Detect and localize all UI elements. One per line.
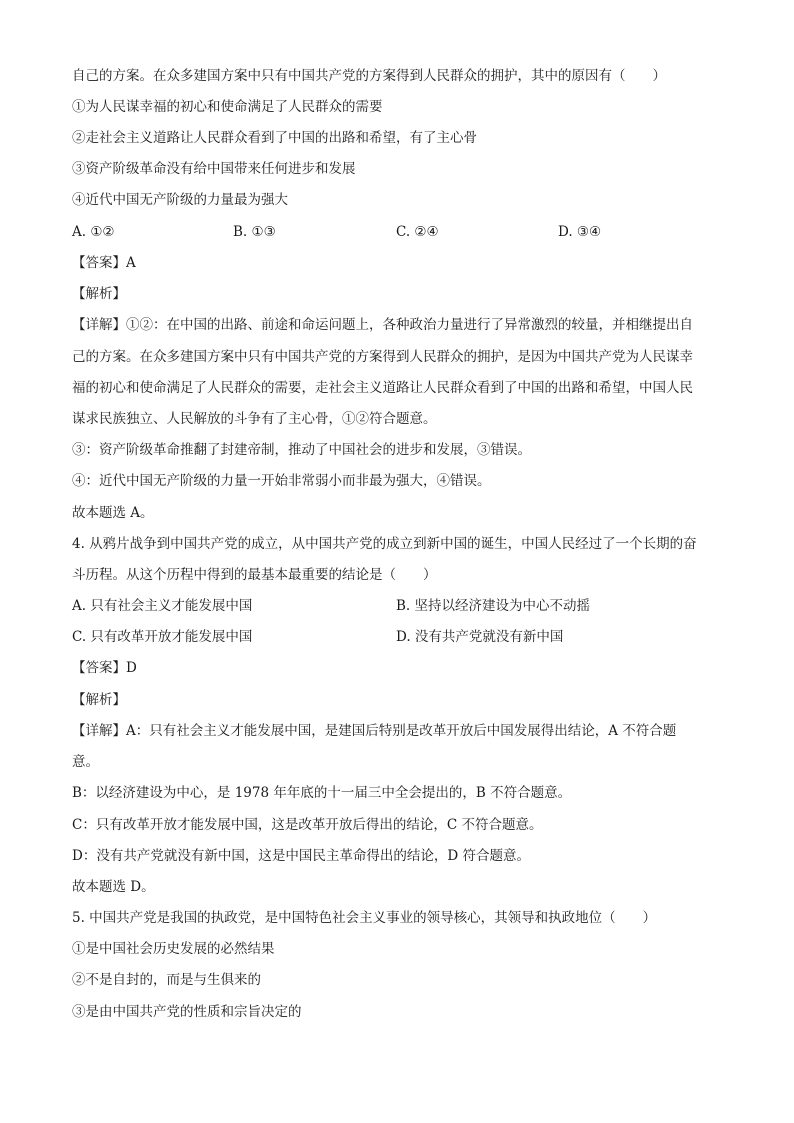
q3-option-b: B. ①③ <box>233 224 276 240</box>
q4-option-d: D. 没有共产党就没有新中国 <box>396 629 564 645</box>
q3-conclusion: 故本题选 A。 <box>72 505 154 521</box>
q4-stem-line: 斗历程。从这个历程中得到的最基本最重要的结论是（ ） <box>72 567 437 583</box>
q3-item-2: ②走社会主义道路让人民群众看到了中国的出路和希望，有了主心骨 <box>72 130 477 146</box>
q3-detail-line: ③：资产阶级革命推翻了封建帝制，推动了中国社会的进步和发展，③错误。 <box>72 442 531 458</box>
q4-conclusion: 故本题选 D。 <box>72 879 155 895</box>
q3-detail-line: ④：近代中国无产阶级的力量一开始非常弱小而非最为强大，④错误。 <box>72 473 491 489</box>
q3-answer: 【答案】A <box>72 255 136 271</box>
q3-detail-line: 己的方案。在众多建国方案中只有中国共产党的方案得到人民群众的拥护，是因为中国共产党为人民谋幸 <box>72 349 693 365</box>
q3-item-3: ③资产阶级革命没有给中国带来任何进步和发展 <box>72 161 356 177</box>
q3-option-a: A. ①② <box>72 224 115 240</box>
q3-stem: 自己的方案。在众多建国方案中只有中国共产党的方案得到人民群众的拥护，其中的原因有（ ） <box>72 68 666 84</box>
q3-option-d: D. ③④ <box>558 224 602 240</box>
q3-option-c: C. ②④ <box>396 224 439 240</box>
q4-option-a: A. 只有社会主义才能发展中国 <box>72 598 253 614</box>
q5-item-2: ②不是自封的，而是与生俱来的 <box>72 972 261 988</box>
q4-detail-line: D：没有共产党就没有新中国，这是中国民主革命得出的结论，D 符合题意。 <box>72 848 530 864</box>
q3-item-4: ④近代中国无产阶级的力量最为强大 <box>72 192 288 208</box>
q3-analysis-label: 【解析】 <box>72 286 126 302</box>
q3-item-1: ①为人民谋幸福的初心和使命满足了人民群众的需要 <box>72 99 383 115</box>
q4-option-b: B. 坚持以经济建设为中心不动摇 <box>396 598 591 614</box>
q4-detail-line: 【详解】A：只有社会主义才能发展中国，是建国后特别是改革开放后中国发展得出结论，A 不符合题 <box>72 723 677 739</box>
q4-detail-line: 意。 <box>72 754 99 770</box>
q4-stem-line: 4. 从鸦片战争到中国共产党的成立，从中国共产党的成立到新中国的诞生，中国人民经过了一个长期的奋 <box>72 536 697 552</box>
q4-detail-line: B：以经济建设为中心，是 1978 年年底的十一届三中全会提出的，B 不符合题意。 <box>72 785 572 801</box>
q4-answer: 【答案】D <box>72 660 137 676</box>
q4-option-c: C. 只有改革开放才能发展中国 <box>72 629 253 645</box>
q5-item-1: ①是中国社会历史发展的必然结果 <box>72 941 275 957</box>
q5-item-3: ③是由中国共产党的性质和宗旨决定的 <box>72 1004 302 1020</box>
q3-detail-line: 【详解】①②：在中国的出路、前途和命运问题上，各种政治力量进行了异常激烈的较量，并相继提出自 <box>72 317 693 333</box>
q3-detail-line: 福的初心和使命满足了人民群众的需要，走社会主义道路让人民群众看到了中国的出路和希望，中国人民 <box>72 380 693 396</box>
q4-detail-line: C：只有改革开放才能发展中国，这是改革开放后得出的结论，C 不符合题意。 <box>72 817 543 833</box>
q5-stem: 5. 中国共产党是我国的执政党，是中国特色社会主义事业的领导核心，其领导和执政地位（ ） <box>72 910 657 926</box>
q3-detail-line: 谋求民族独立、人民解放的斗争有了主心骨，①②符合题意。 <box>72 411 437 427</box>
q4-analysis-label: 【解析】 <box>72 692 126 708</box>
